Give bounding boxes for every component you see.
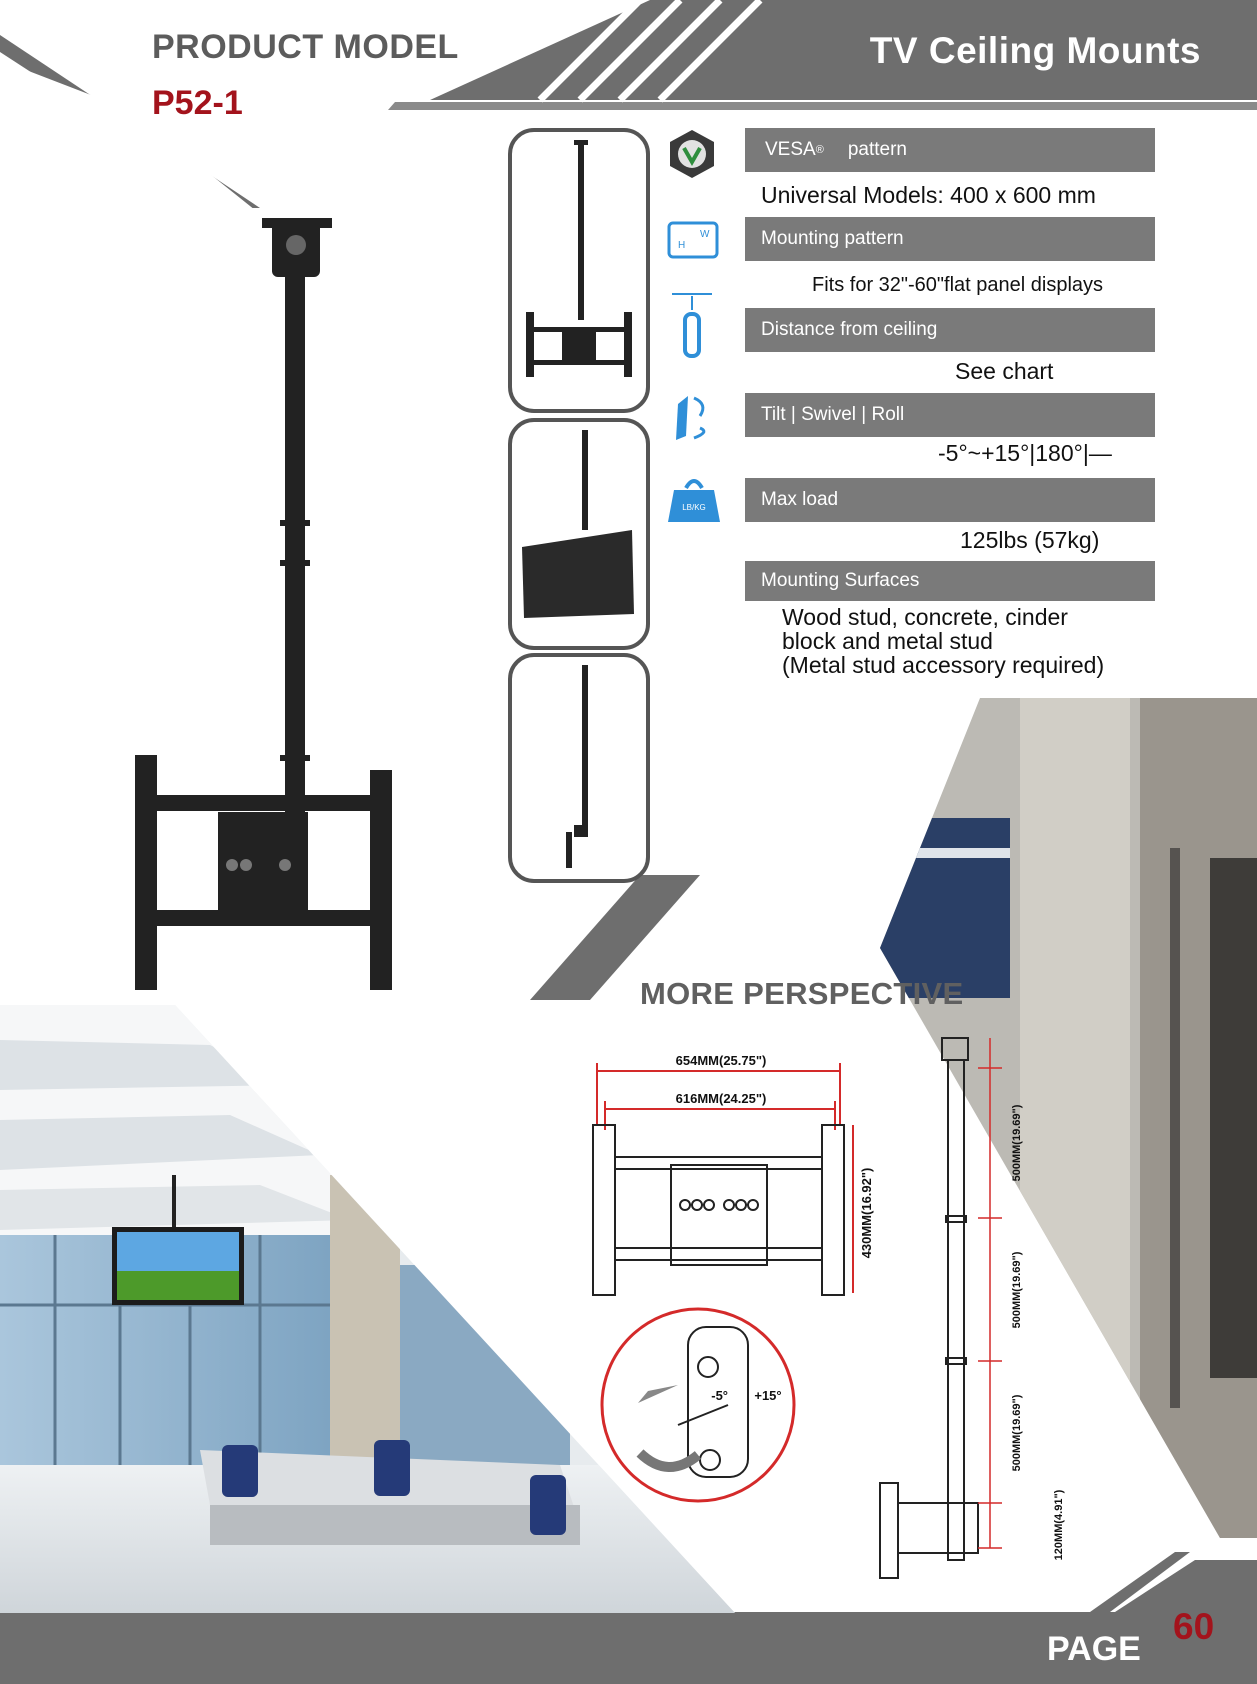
front-frame-drawing [585,1045,875,1305]
tilt-detail-drawing [598,1305,798,1505]
vesa-badge-icon [666,128,718,180]
product-model-code: P52-1 [152,84,243,122]
mounting-w-label: W [700,229,710,240]
dim-seg1: 500MM(19.69") [1011,1104,1023,1182]
vesa-label: VESA [765,139,816,160]
weight-icon [666,474,722,524]
tilt-plus-label: +15° [754,1388,782,1403]
thumbnail-tilt-graphic [512,422,646,646]
vesa-pattern-word: pattern [847,139,907,160]
thumbnail-front-view[interactable] [508,128,650,413]
more-perspective-heading: MORE PERSPECTIVE [640,976,964,1011]
spec-vesa-header [745,128,1155,172]
spec-distance-value: See chart [955,358,1054,384]
thumbnail-tilt-view[interactable] [508,418,650,650]
dim-outer-width: 654MM(25.75") [675,1053,767,1068]
tilt-swivel-icon [672,388,716,444]
spec-surfaces-header: Mounting Surfaces [745,561,1155,601]
dim-height: 430MM(16.92") [859,1167,874,1259]
mounting-h-label: H [678,240,686,251]
page-label: PAGE [1047,1630,1141,1668]
spec-load-header: Max load [745,478,1155,522]
spec-tilt-header: Tilt | Swivel | Roll [745,393,1155,437]
dim-seg4: 120MM(4.91") [1053,1489,1065,1561]
category-title: TV Ceiling Mounts [869,30,1201,71]
page-number: 60 [1173,1606,1215,1647]
spec-load-value: 125lbs (57kg) [960,527,1100,553]
spec-surfaces-value-3: (Metal stud accessory required) [782,652,1105,678]
weight-icon-label: LB/KG [682,503,706,512]
mounting-pattern-icon [666,220,720,260]
spec-surfaces-value-2: block and metal stud [782,628,993,654]
side-pole-drawing [870,1028,1070,1588]
spec-mounting-header: Mounting pattern [745,217,1155,261]
spec-surfaces-value-1: Wood stud, concrete, cinder [782,604,1068,630]
thumbnail-side-graphic [512,657,646,879]
dim-seg2: 500MM(19.69") [1011,1251,1023,1329]
spec-distance-header: Distance from ceiling [745,308,1155,352]
product-model-label: PRODUCT MODEL [152,28,459,66]
spec-vesa-value: Universal Models: 400 x 600 mm [761,182,1096,208]
ceiling-distance-icon [670,290,714,360]
spec-mounting-value: Fits for 32"-60"flat panel displays [812,274,1104,296]
spec-tilt-value: -5°~+15°|180°|— [938,440,1112,466]
thumbnail-front-graphic [512,132,646,409]
product-main-image [120,200,420,1000]
thumbnail-side-view[interactable] [508,653,650,883]
tilt-minus-label: -5° [711,1388,728,1403]
dim-seg3: 500MM(19.69") [1011,1394,1023,1472]
dim-inner-width: 616MM(24.25") [675,1091,767,1106]
vesa-reg-mark: ® [815,144,824,156]
